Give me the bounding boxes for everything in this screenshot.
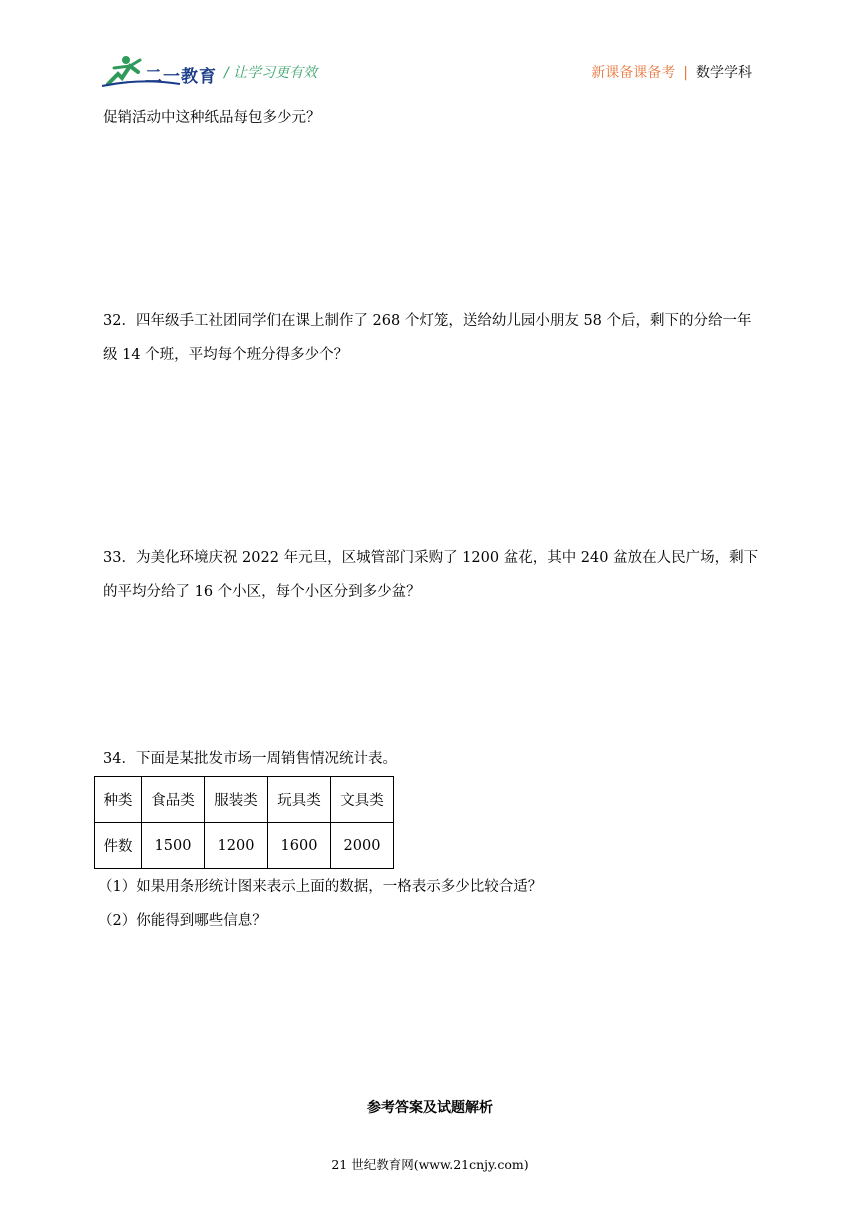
- question-32-line2: 级 14 个班，平均每个班分得多少个？: [103, 347, 349, 363]
- header-subject: 数学学科: [696, 65, 752, 81]
- question-34-sub1: （1）如果用条形统计图来表示上面的数据，一格表示多少比较合适？: [98, 879, 543, 895]
- table-cell: 1500: [142, 823, 205, 869]
- question-32-line1: 32．四年级手工社团同学们在课上制作了 268 个灯笼，送给幼儿园小朋友 58 个后，剩下的分给一年: [103, 313, 752, 329]
- slogan: / 让学习更有效: [224, 65, 318, 81]
- answer-section-title: 参考答案及试题解析: [367, 1100, 493, 1116]
- header-separator: |: [683, 65, 688, 81]
- header-course-label: 新课备课备考: [591, 65, 676, 81]
- question-31-tail: 促销活动中这种纸品每包多少元？: [103, 110, 321, 126]
- table-cell: 服装类: [205, 777, 268, 823]
- table-cell: 1600: [268, 823, 331, 869]
- table-cell: 文具类: [331, 777, 394, 823]
- page-header: [0, 0, 860, 100]
- page-footer: 21 世纪教育网(www.21cnjy.com): [331, 1157, 529, 1172]
- table-cell: 件数: [95, 823, 142, 869]
- table-cell: 2000: [331, 823, 394, 869]
- table-cell: 种类: [95, 777, 142, 823]
- header-right: [591, 62, 752, 82]
- table-cell: 玩具类: [268, 777, 331, 823]
- table-cell: 1200: [205, 823, 268, 869]
- logo-text: 二一教育: [145, 67, 217, 87]
- question-33-line1: 33．为美化环境庆祝 2022 年元旦，区城管部门采购了 1200 盆花，其中 240 盆放在人民广场，剩下: [103, 550, 759, 566]
- table-row: [95, 823, 394, 869]
- sales-table: [94, 776, 394, 869]
- question-33-line2: 的平均分给了 16 个小区，每个小区分到多少盆？: [103, 584, 421, 600]
- question-34-intro: 34．下面是某批发市场一周销售情况统计表。: [103, 751, 397, 767]
- question-34-sub2: （2）你能得到哪些信息？: [98, 913, 267, 929]
- table-header-row: [95, 777, 394, 823]
- table-cell: 食品类: [142, 777, 205, 823]
